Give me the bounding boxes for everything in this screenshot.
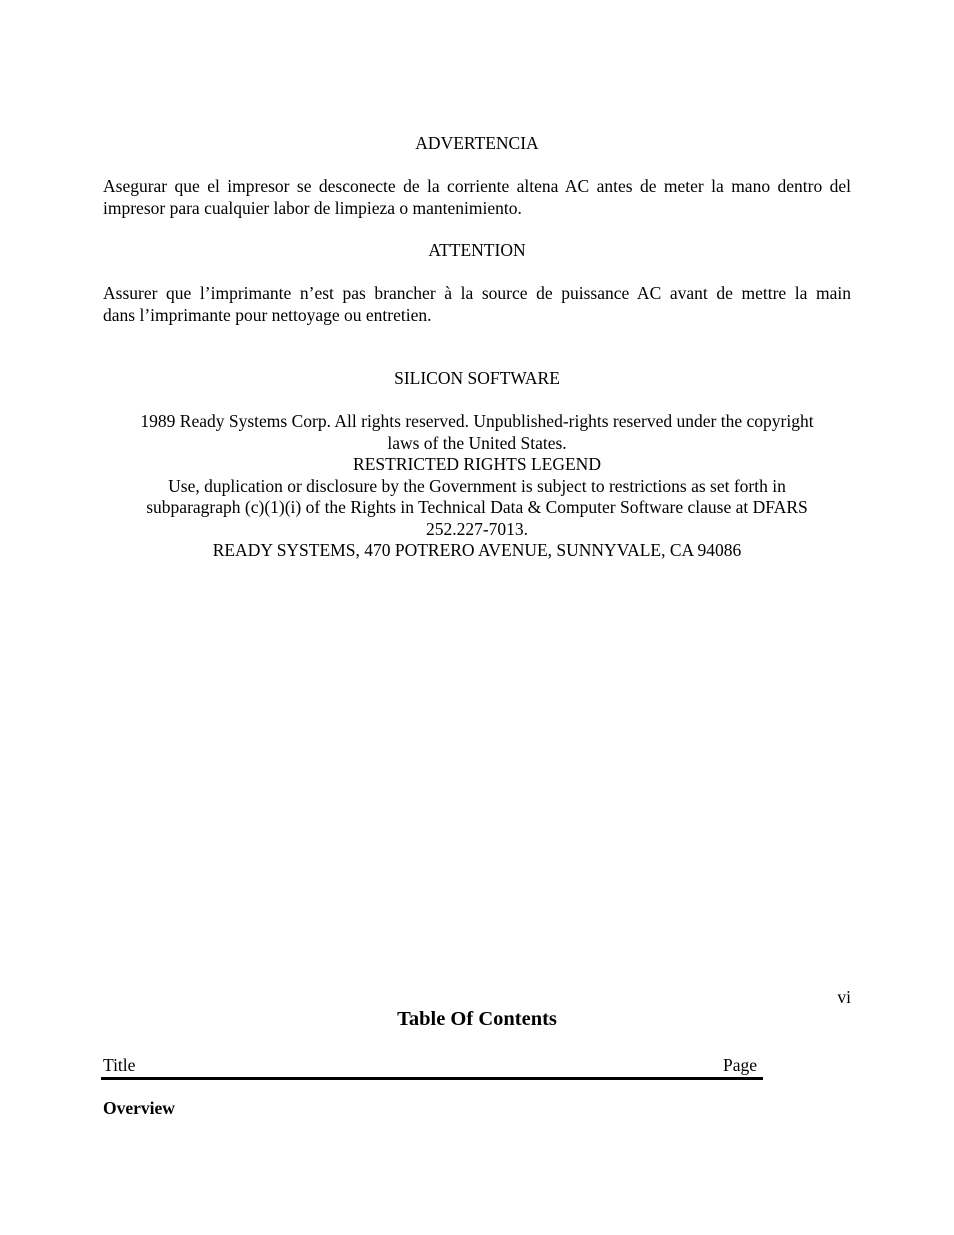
toc-title: Table Of Contents <box>397 1008 557 1030</box>
restricted-rights-legend: RESTRICTED RIGHTS LEGEND <box>353 454 601 474</box>
copyright-line: laws of the United States. <box>387 432 567 453</box>
copyright-notice <box>103 411 851 562</box>
copyright-line: subparagraph (c)(1)(i) of the Rights in Technical Data & Computer Software clause at DFARS <box>146 497 808 517</box>
warning-es-line: impresor para cualquier labor de limpieza o mantenimiento. <box>103 197 522 218</box>
copyright-line: Use, duplication or disclosure by the Government is subject to restrictions as set forth in <box>168 475 786 496</box>
copyright-line: 252.227-7013. <box>425 518 529 539</box>
toc-section-overview[interactable]: Overview <box>103 1098 175 1118</box>
warning-es-heading: ADVERTENCIA <box>415 133 539 153</box>
company-address: READY SYSTEMS, 470 POTRERO AVENUE, SUNNYVALE, CA 94086 <box>212 540 742 560</box>
copyright-line: 1989 Ready Systems Corp. All rights reserved. Unpublished-rights reserved under the copyright <box>140 411 814 431</box>
warning-es-line: Asegurar que el impresor se desconecte de la corriente altena AC antes de meter la mano dentro del <box>103 176 851 196</box>
page-number: vi <box>837 987 851 1007</box>
software-heading: SILICON SOFTWARE <box>394 368 560 388</box>
warning-fr-line: Assurer que l’imprimante n’est pas brancher à la source de puissance AC avant de mettre la main <box>103 283 851 303</box>
toc-column-title: Title <box>103 1055 136 1075</box>
toc-column-page: Page <box>722 1055 757 1075</box>
warning-fr-heading: ATTENTION <box>428 240 526 260</box>
toc-header <box>101 1055 763 1080</box>
warning-fr-paragraph <box>103 283 851 326</box>
warning-es-paragraph <box>103 176 851 219</box>
warning-fr-line: dans l’imprimante pour nettoyage ou entretien. <box>103 304 432 325</box>
